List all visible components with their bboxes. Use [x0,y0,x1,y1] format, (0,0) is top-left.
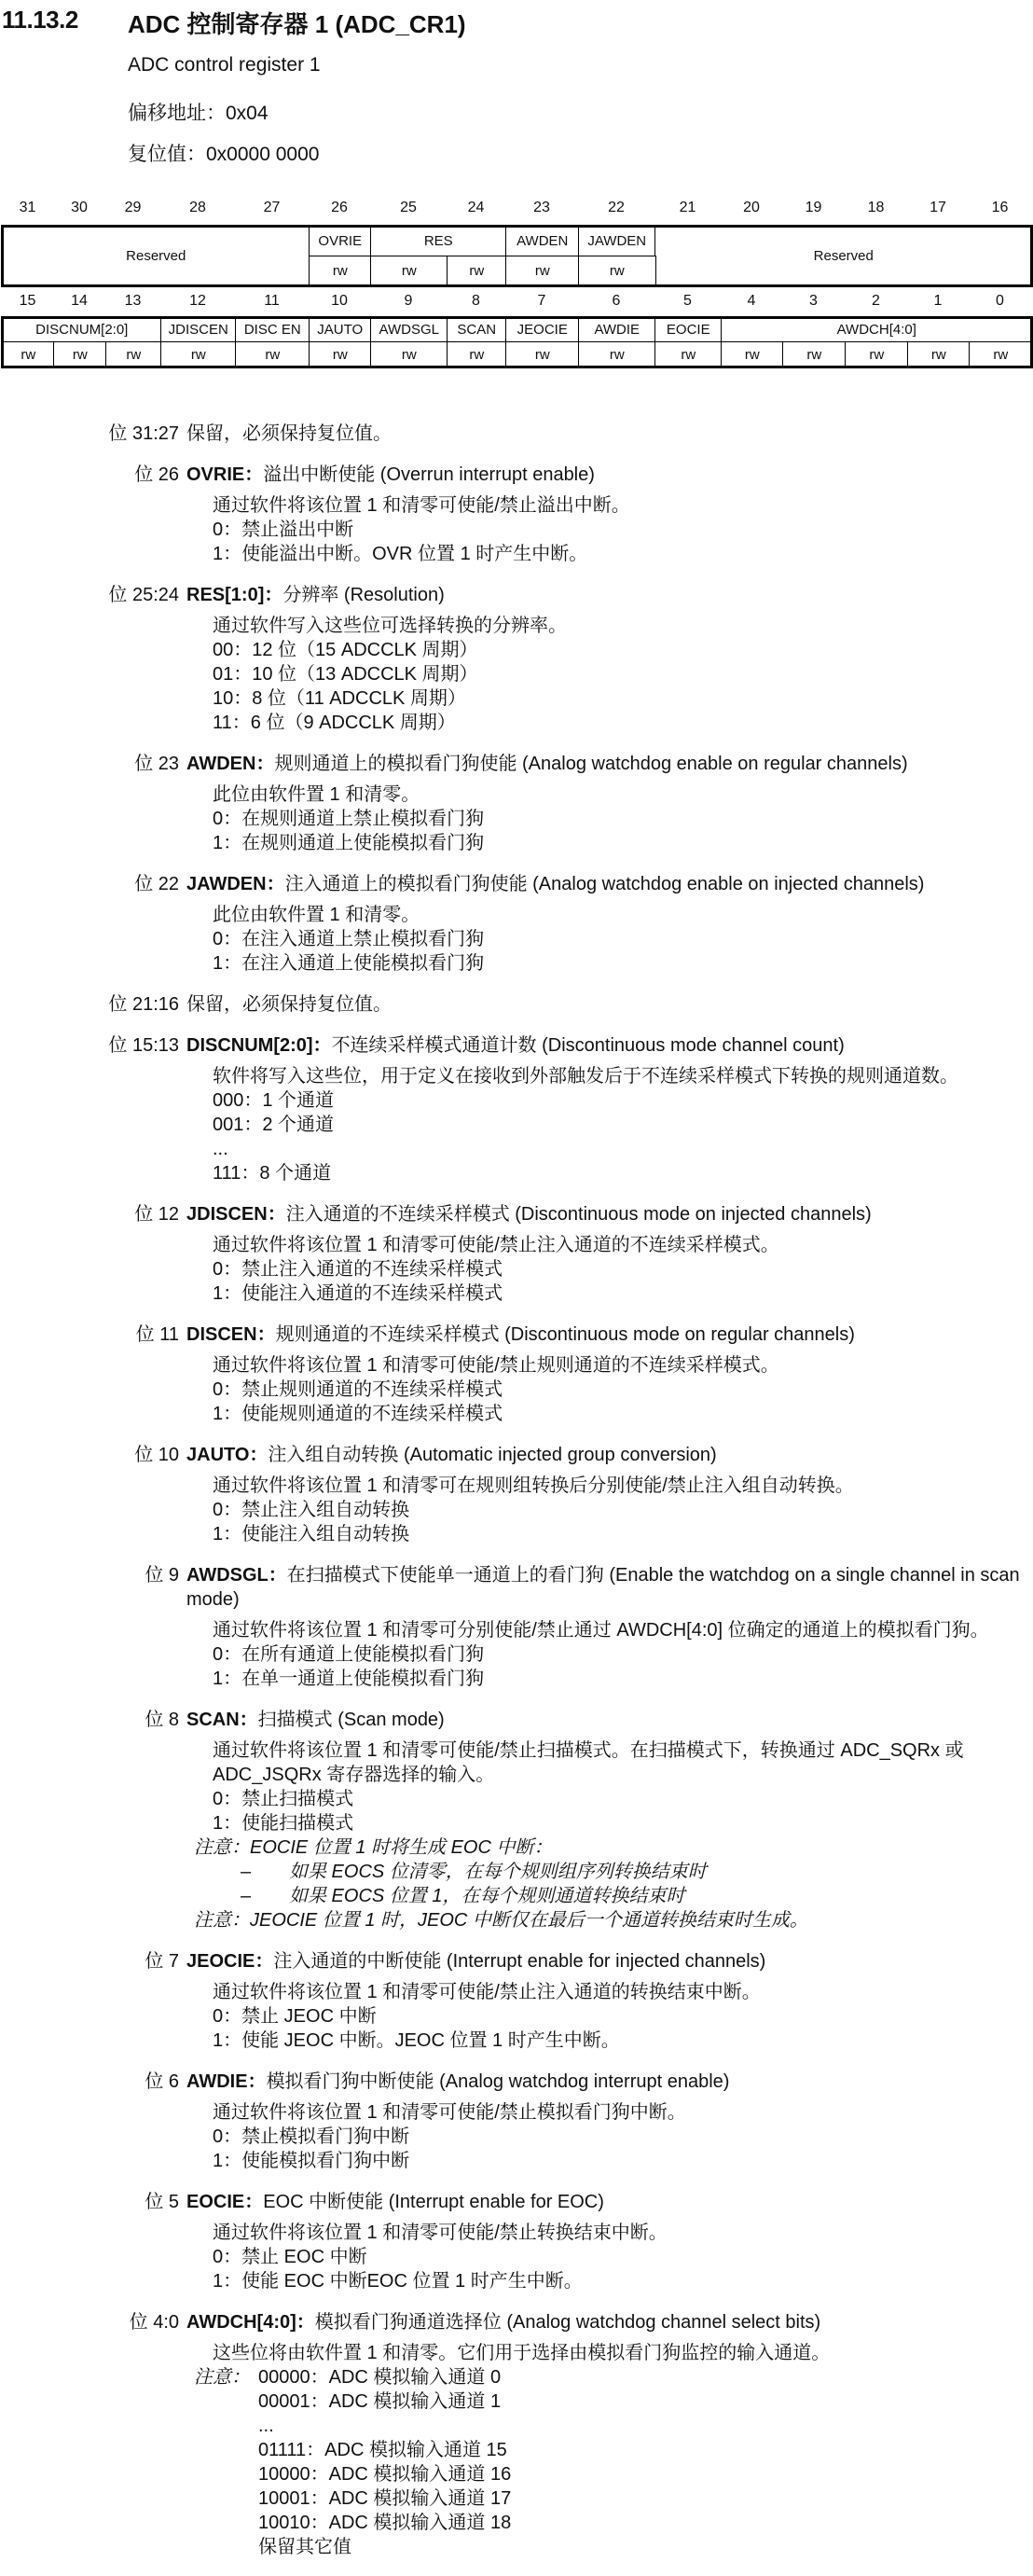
bit-position: 位 10 [134,1445,179,1465]
channel-list-item: ... [258,2416,274,2436]
bit-heading [0,463,1033,487]
description-line: 0：禁止扫描模式 [213,1789,354,1809]
bit-number: 3 [809,293,818,309]
description-line: 0：禁止注入组自动转换 [213,1500,410,1520]
bit-block [0,1563,1033,1691]
bit-heading-text [179,992,1026,1017]
bit-number: 28 [189,200,206,215]
bit-number: 25 [400,200,417,215]
bit-heading [0,1708,1033,1732]
bit-position: 位 26 [134,464,179,485]
bit-name: DISCEN： [186,1324,276,1345]
description-line: 此位由软件置 1 和清零。 [213,905,420,925]
bit-heading [0,2190,1033,2214]
bit-block [0,872,1033,976]
bit-name: SCAN： [186,1710,258,1730]
bit-heading-text [179,872,1026,896]
bit-number: 26 [331,200,348,215]
bit-number: 20 [743,200,760,215]
bit-block [0,583,1033,735]
bit-position: 位 5 [145,2192,179,2212]
description-line: 0：禁止模拟看门狗中断 [213,2126,410,2147]
bit-title: 在扫描模式下使能单一通道上的看门狗 (Enable the watchdog on a single channel in scan mode) [186,1565,1020,1610]
description-line: 通过软件将该位置 1 和清零可在规则组转换后分别使能/禁止注入组自动转换。 [213,1475,854,1496]
bit-name: JAUTO： [186,1445,269,1465]
access-rw: rw [578,341,656,367]
note-label: 注意： [194,2367,250,2388]
access-rw: rw [160,341,237,367]
bit-name: DISCNUM[2:0]： [186,1035,332,1056]
description-line: 0：禁止注入通道的不连续采样模式 [213,1259,503,1280]
description-line: 0：禁止 JEOC 中断 [213,2006,377,2027]
description-line: 通过软件写入这些位可选择转换的分辨率。 [213,616,567,636]
bit-number: 21 [679,200,696,215]
field-awdsgl: AWDSGL [370,317,448,342]
access-rw: rw [969,341,1033,367]
bit-heading [0,1202,1033,1226]
bit-description [0,1353,1033,1426]
bit-name: AWDCH[4:0]： [186,2312,315,2333]
bit-number: 16 [991,200,1009,215]
bit-heading-text [179,1563,1026,1612]
bit-number: 10 [331,293,348,309]
access-rw: rw [578,256,656,286]
bit-heading-text [179,463,1026,487]
bit-block [0,1323,1033,1426]
bit-description [0,1064,1033,1185]
description-line: 通过软件将该位置 1 和清零可使能/禁止扫描模式。在扫描模式下，转换通过 ADC_SQRx 或 [213,1740,964,1761]
bit-description [0,1980,1033,2053]
bit-heading-text [179,1949,1026,1974]
access-rw: rw [447,256,507,286]
note [0,1835,1033,1860]
access-rw: rw [505,256,580,286]
bit-description [0,2100,1033,2173]
bit-heading-text [179,1443,1026,1467]
bit-heading [0,992,1033,1017]
bit-description [0,1618,1033,1691]
bit-title: 模拟看门狗通道选择位 (Analog watchdog channel select bits) [314,2312,821,2333]
register-subtitle: ADC control register 1 [128,54,321,76]
description-line: 111：8 个通道 [213,1163,332,1184]
bit-position: 位 8 [145,1710,179,1730]
bit-title: EOC 中断使能 (Interrupt enable for EOC) [263,2192,604,2212]
note-item-text: 如果 EOCS 位置 1，在每个规则通道转换结束时 [289,1886,685,1906]
access-rw: rw [235,341,310,367]
bit-number: 24 [467,200,485,215]
bit-title: 注入通道的中断使能 (Interrupt enable for injected channels) [273,1951,766,1972]
bit-number: 2 [872,293,880,309]
dash-bullet: – [241,1862,252,1882]
bit-heading [0,2070,1033,2094]
field-awden: AWDEN [505,226,580,256]
description-line: 0：禁止溢出中断 [213,519,354,540]
access-rw: rw [53,341,107,367]
bit-number: 8 [472,293,480,309]
description-line: 1：在注入通道上使能模拟看门狗 [213,953,485,974]
bit-position: 位 9 [145,1565,179,1586]
bit-heading [0,1949,1033,1974]
bit-block [0,1033,1033,1185]
bit-heading-text [179,2190,1026,2214]
bit-number: 7 [537,293,546,309]
bit-title: 注入组自动转换 (Automatic injected group conversion) [268,1445,717,1465]
description-line: 0：在规则通道上禁止模拟看门狗 [213,809,485,829]
description-line: 软件将写入这些位，用于定义在接收到外部触发后于不连续采样模式下转换的规则通道数。 [213,1066,958,1087]
bit-block [0,1202,1033,1306]
channel-list-item: 保留其它值 [258,2537,351,2557]
description-line: 11：6 位（9 ADCCLK 周期） [213,713,456,733]
description-line: 通过软件将该位置 1 和清零可使能/禁止注入通道的转换结束中断。 [213,1982,761,2002]
bit-heading [0,1443,1033,1467]
field-res: RES [370,226,507,256]
bit-position: 位 6 [145,2071,179,2092]
bit-description [0,782,1033,855]
access-rw: rw [907,341,971,367]
note-item-text: 如果 EOCS 位清零，在每个规则组序列转换结束时 [289,1862,707,1882]
bit-position: 位 31:27 [108,423,179,444]
access-rw: rw [370,256,448,286]
access-rw: rw [370,341,448,367]
field-awdie: AWDIE [578,317,656,342]
bit-number: 29 [124,200,142,215]
note-list-item [0,1884,1033,1908]
channel-list-item: 10010：ADC 模拟输入通道 18 [258,2513,512,2533]
field-jeocie: JEOCIE [505,317,580,342]
bit-description [0,614,1033,735]
section-title: ADC 控制寄存器 1 (ADC_CR1) [128,10,466,38]
description-line: ... [213,1139,228,1159]
access-rw: rw [309,256,372,286]
offset-address: 偏移地址：0x04 [128,103,269,124]
description-line: 1：使能模拟看门狗中断 [213,2151,410,2171]
bit-title: 模拟看门狗中断使能 (Analog watchdog interrupt enable) [266,2071,730,2092]
dash-bullet: – [241,1886,252,1906]
description-line: 001：2 个通道 [213,1115,335,1135]
note-list-item [0,1860,1033,1884]
description-line: 1：使能溢出中断。OVR 位置 1 时产生中断。 [213,544,588,564]
description-line: 这些位将由软件置 1 和清零。它们用于选择由模拟看门狗监控的输入通道。 [213,2343,831,2363]
field-scan: SCAN [447,317,507,342]
field-awdch: AWDCH[4:0] [721,317,1033,342]
section-number: 11.13.2 [2,6,78,34]
bit-title: 扫描模式 (Scan mode) [257,1710,445,1730]
description-line: 0：禁止规则通道的不连续采样模式 [213,1379,503,1400]
bit-name: AWDSGL： [186,1565,287,1586]
description-line: 1：在规则通道上使能模拟看门狗 [213,833,485,853]
bit-name: JDISCEN： [186,1204,286,1225]
field-jdiscen: JDISCEN [160,317,237,342]
access-rw: rw [845,341,909,367]
channel-list-item: 00001：ADC 模拟输入通道 1 [258,2391,502,2412]
bit-descriptions [0,422,1033,2559]
bit-description [0,2341,1033,2365]
access-rw: rw [505,341,580,367]
bit-heading-text [179,752,1026,776]
bit-block [0,1708,1033,1932]
bit-heading-text [179,422,1026,446]
bit-title: 溢出中断使能 (Overrun interrupt enable) [263,464,595,485]
bit-number: 12 [189,293,206,309]
bit-number: 15 [19,293,36,309]
field-jauto: JAUTO [309,317,372,342]
reserved-field: Reserved [2,226,310,286]
channel-list-item: 00000：ADC 模拟输入通道 0 [258,2367,502,2388]
bit-position: 位 23 [134,754,179,774]
field-ovrie: OVRIE [309,226,372,256]
bit-title: 注入通道上的模拟看门狗使能 (Analog watchdog enable on injected channels) [284,874,925,894]
access-rw: rw [309,341,372,367]
bit-name: JAWDEN： [186,874,285,894]
bit-block [0,752,1033,855]
bit-title: 规则通道上的模拟看门狗使能 (Analog watchdog enable on regular channels) [274,754,908,774]
description-line: 通过软件将该位置 1 和清零可使能/禁止溢出中断。 [213,495,630,516]
bit-number: 13 [124,293,142,309]
bit-heading [0,1323,1033,1347]
bit-number: 17 [930,200,946,215]
description-line: 01：10 位（13 ADCCLK 周期） [213,664,478,685]
channel-list-item: 01111：ADC 模拟输入通道 15 [258,2440,507,2460]
channel-list [258,2365,511,2559]
bit-title: 保留，必须保持复位值。 [186,994,392,1015]
note-line: 注意：JEOCIE 位置 1 时，JEOC 中断仅在最后一个通道转换结束时生成。 [194,1910,808,1931]
bit-heading [0,2310,1033,2334]
bit-position: 位 4:0 [129,2312,179,2333]
bit-block [0,992,1033,1017]
bit-number: 30 [71,200,88,215]
bit-block [0,2310,1033,2559]
description-line: 1：使能注入组自动转换 [213,1524,410,1544]
bit-name: OVRIE： [186,464,264,485]
bit-heading-text [179,2310,1026,2334]
description-line: 通过软件将该位置 1 和清零可分别使能/禁止通过 AWDCH[4:0] 位确定的通道上的模拟看门狗。 [213,1620,989,1641]
access-rw: rw [721,341,784,367]
field-eocie: EOCIE [654,317,723,342]
field-discnum: DISCNUM[2:0] [2,317,162,342]
bit-number: 11 [264,293,280,309]
bit-number: 1 [933,293,943,309]
bit-block [0,422,1033,446]
description-line: 1：使能扫描模式 [213,1813,354,1834]
field-jawden: JAWDEN [578,226,656,256]
bit-number: 9 [404,293,413,309]
bit-number: 5 [683,293,692,309]
access-rw: rw [105,341,162,367]
channel-list-item: 10001：ADC 模拟输入通道 17 [258,2488,512,2509]
reserved-field: Reserved [654,226,1033,286]
access-rw: rw [654,341,723,367]
description-line: 1：使能注入通道的不连续采样模式 [213,1283,503,1304]
description-line: 0：在所有通道上使能模拟看门狗 [213,1644,485,1665]
bit-heading [0,1563,1033,1612]
bit-position: 位 22 [134,874,179,894]
description-line: 1：使能 JEOC 中断。JEOC 位置 1 时产生中断。 [213,2030,620,2051]
bit-description [0,2221,1033,2293]
field-discen: DISC EN [235,317,310,342]
bit-description [0,1233,1033,1306]
bit-name: JEOCIE： [186,1951,274,1972]
bit-description [0,903,1033,976]
bit-description [0,1738,1033,1835]
bit-number: 31 [19,200,36,215]
bit-number: 4 [747,293,756,309]
bit-title: 规则通道的不连续采样模式 (Discontinuous mode on regular channels) [275,1324,855,1345]
bit-heading [0,1033,1033,1058]
note-line: 注意：EOCIE 位置 1 时将生成 EOC 中断： [194,1837,553,1858]
reset-value: 复位值：0x0000 0000 [128,144,320,165]
channel-list-item: 10000：ADC 模拟输入通道 16 [258,2464,512,2485]
bit-number: 0 [996,293,1004,309]
bit-heading-text [179,1202,1026,1226]
description-line: ADC_JSQRx 寄存器选择的输入。 [213,1765,495,1785]
bit-name: RES[1:0]： [186,585,283,605]
bit-title: 分辨率 (Resolution) [282,585,445,605]
access-rw: rw [447,341,507,367]
description-line: 10：8 位（11 ADCCLK 周期） [213,688,466,709]
bit-heading [0,422,1033,446]
bit-heading [0,583,1033,607]
bit-title: 注入通道的不连续采样模式 (Discontinuous mode on injected channels) [285,1204,872,1225]
access-rw: rw [782,341,847,367]
bit-position: 位 7 [145,1951,179,1972]
bit-block [0,463,1033,566]
bit-number: 27 [263,200,281,215]
description-line: 通过软件将该位置 1 和清零可使能/禁止注入通道的不连续采样模式。 [213,1235,779,1255]
bit-number: 6 [612,293,621,309]
bit-name: AWDIE： [186,2071,267,2092]
access-rw: rw [2,341,55,367]
bit-number: 14 [71,293,88,309]
bit-number: 18 [867,200,885,215]
description-line: 通过软件将该位置 1 和清零可使能/禁止规则通道的不连续采样模式。 [213,1355,779,1376]
bit-number: 23 [533,200,550,215]
bit-block [0,1443,1033,1546]
bit-heading-text [179,1033,1026,1058]
bit-number: 19 [805,200,822,215]
description-line: 1：使能规则通道的不连续采样模式 [213,1404,503,1424]
description-line: 通过软件将该位置 1 和清零可使能/禁止模拟看门狗中断。 [213,2102,686,2123]
bit-name: AWDEN： [186,754,275,774]
bit-heading-text [179,2070,1026,2094]
description-line: 00：12 位（15 ADCCLK 周期） [213,640,478,660]
bit-heading-text [179,1708,1026,1732]
bit-name: EOCIE： [186,2192,264,2212]
description-line: 0：在注入通道上禁止模拟看门狗 [213,929,485,949]
bit-title: 保留，必须保持复位值。 [186,423,392,444]
bit-block [0,2190,1033,2293]
bit-heading-text [179,583,1026,607]
channel-note [0,2365,1033,2559]
description-line: 此位由软件置 1 和清零。 [213,784,420,805]
bit-heading-text [179,1323,1026,1347]
bit-description [0,493,1033,566]
bit-block [0,2070,1033,2173]
bit-position: 位 15:13 [108,1035,179,1056]
description-line: 0：禁止 EOC 中断 [213,2247,367,2267]
description-line: 000：1 个通道 [213,1090,335,1111]
bit-number: 22 [608,200,625,215]
bit-heading [0,752,1033,776]
description-line: 1：使能 EOC 中断EOC 位置 1 时产生中断。 [213,2271,583,2292]
bit-description [0,1474,1033,1546]
bit-position: 位 11 [135,1324,179,1345]
bit-position: 位 12 [134,1204,179,1225]
note [0,1908,1033,1932]
bit-heading [0,872,1033,896]
bit-title: 不连续采样模式通道计数 (Discontinuous mode channel count) [331,1035,845,1056]
bit-block [0,1949,1033,2053]
description-line: 1：在单一通道上使能模拟看门狗 [213,1669,485,1689]
description-line: 通过软件将该位置 1 和清零可使能/禁止转换结束中断。 [213,2223,668,2243]
bit-position: 位 25:24 [108,585,179,605]
bit-position: 位 21:16 [108,994,179,1015]
